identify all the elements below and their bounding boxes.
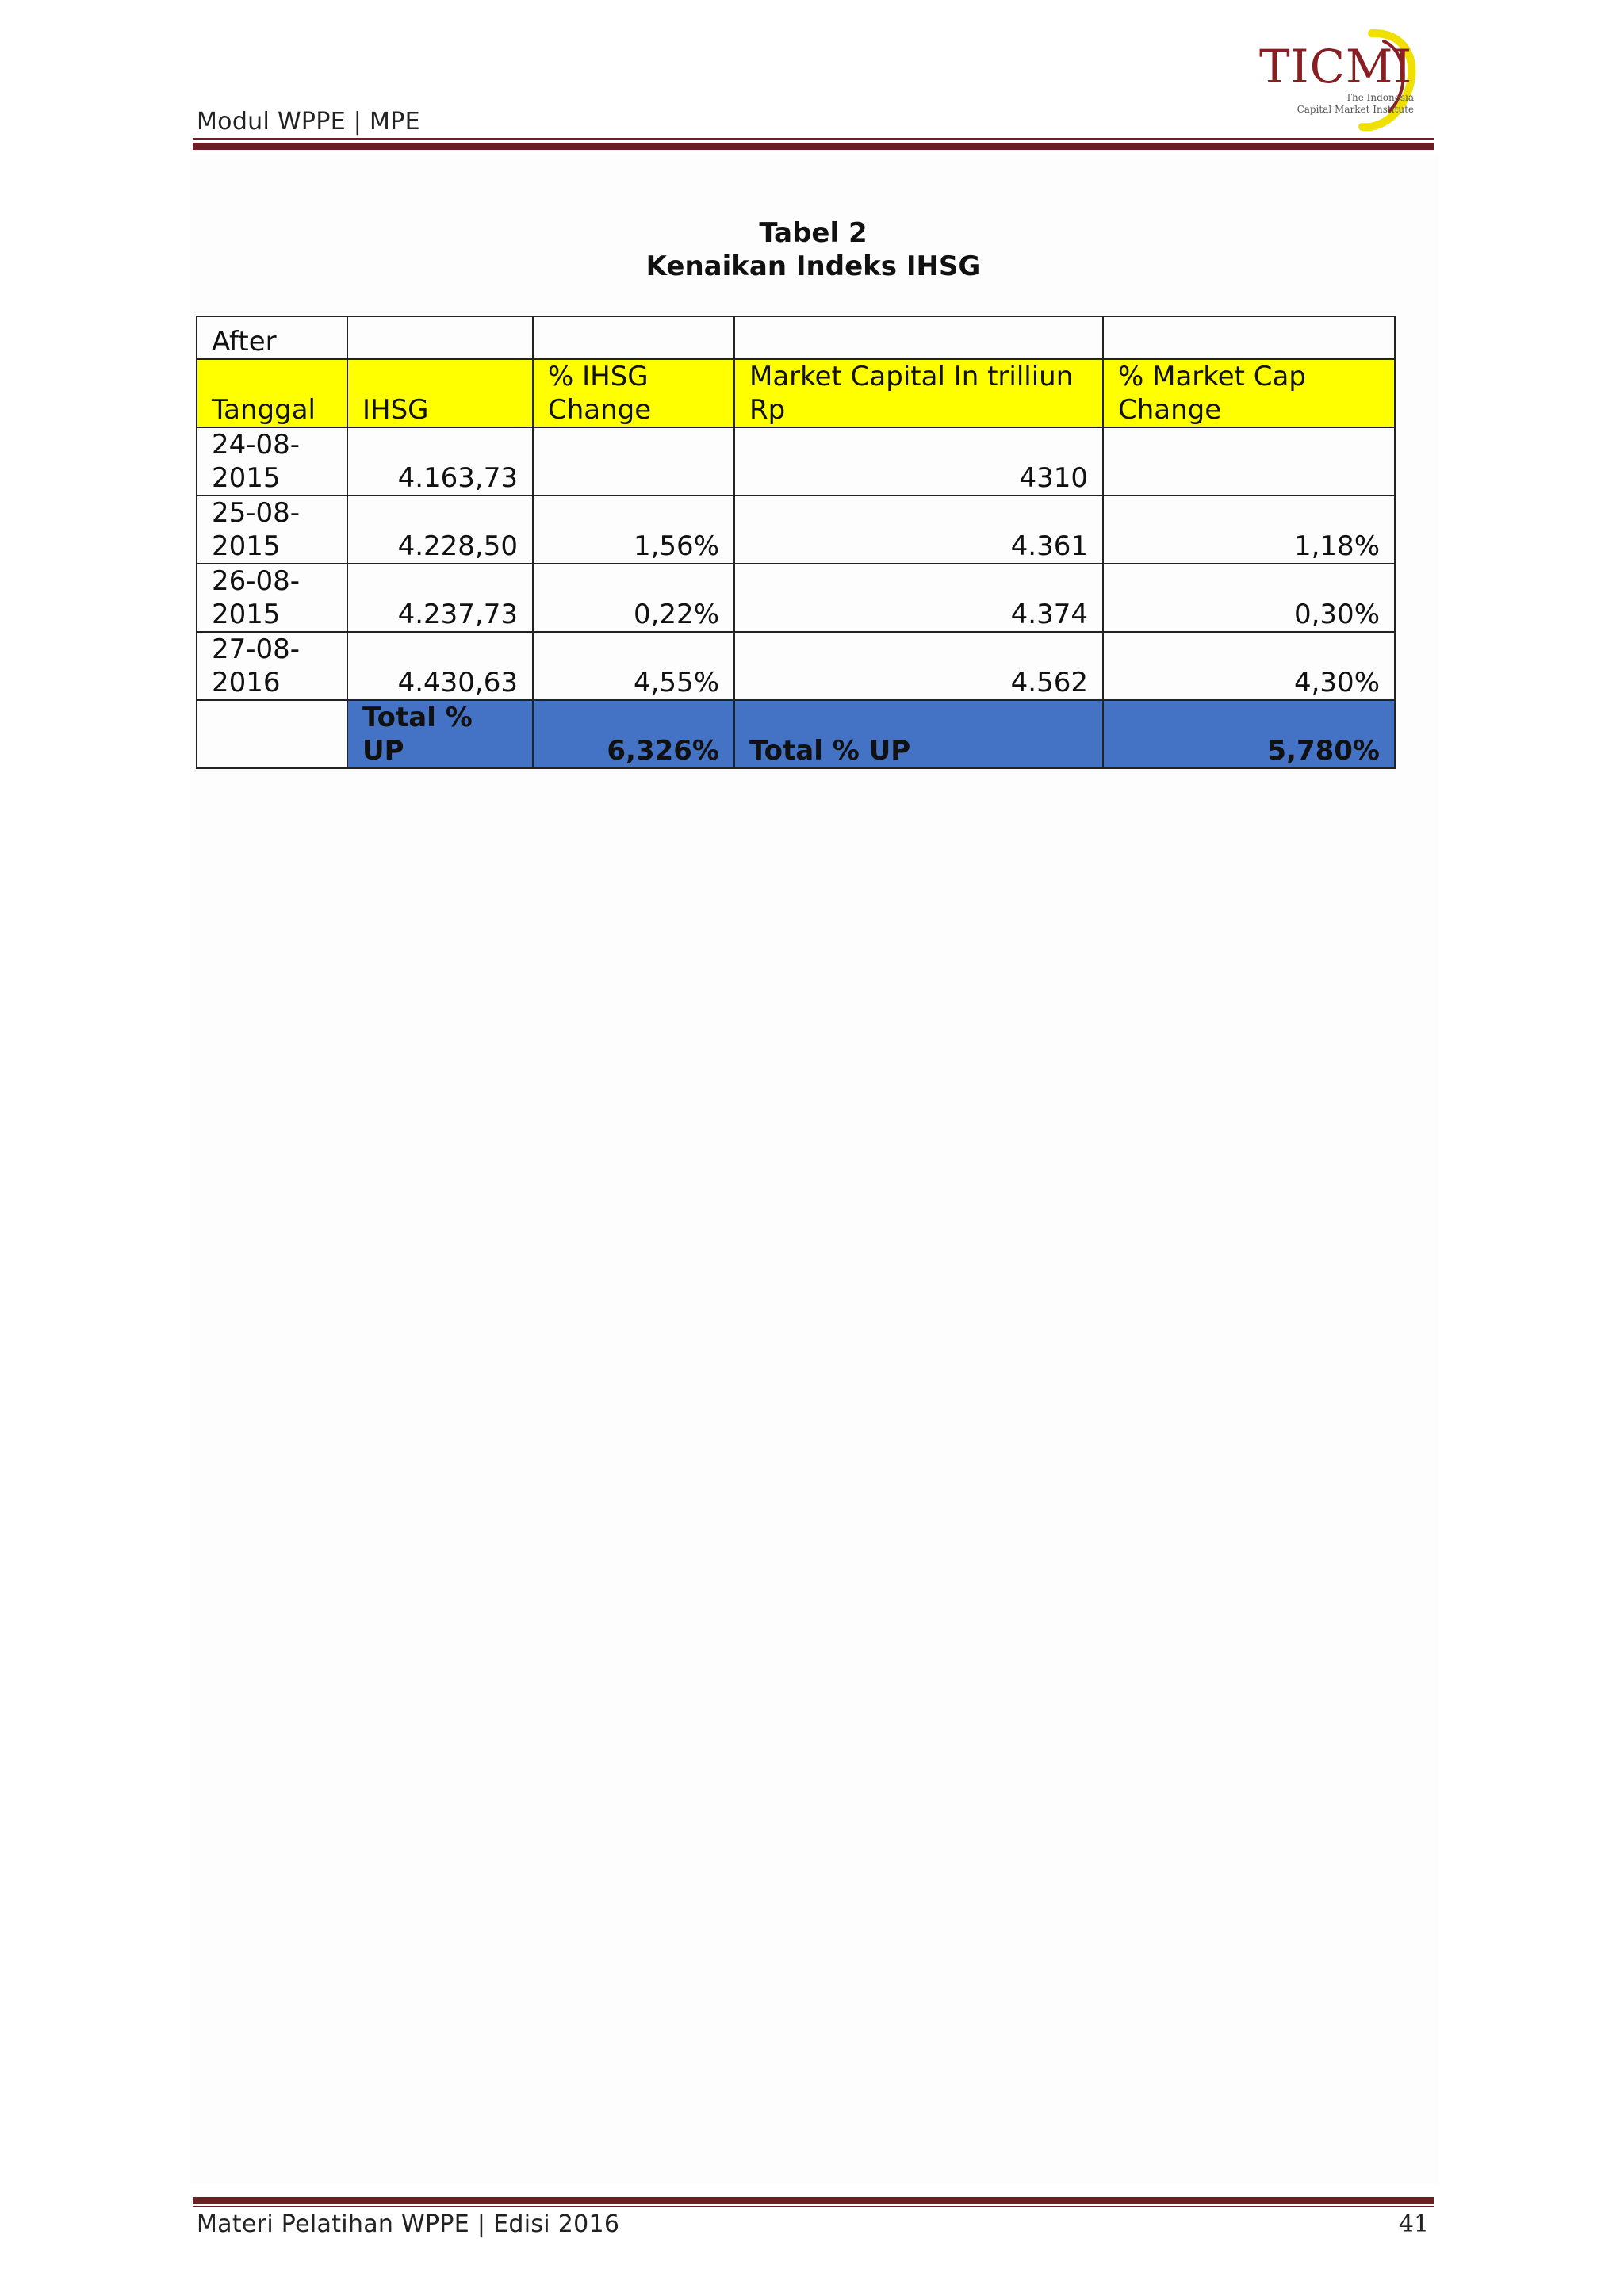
header-ihsg-change: % IHSG Change bbox=[533, 359, 734, 427]
table-row bbox=[197, 632, 1395, 700]
table-row bbox=[197, 427, 1395, 496]
header-ihsg: IHSG bbox=[347, 359, 533, 427]
cell-ihsg-change: 4,55% bbox=[533, 632, 734, 700]
cell-date: 24-08-2015 bbox=[197, 427, 347, 496]
header-rule-thin bbox=[193, 138, 1434, 140]
total-cap-label: Total % UP bbox=[734, 700, 1103, 768]
cell-ihsg: 4.163,73 bbox=[347, 427, 533, 496]
cell-date: 27-08-2016 bbox=[197, 632, 347, 700]
table-caption-title: Kenaikan Indeks IHSG bbox=[645, 251, 981, 282]
cell-market-capital: 4.562 bbox=[734, 632, 1103, 700]
cell-market-cap-change: 1,18% bbox=[1103, 496, 1395, 564]
cell-date: 26-08-2015 bbox=[197, 564, 347, 632]
cell-market-cap-change: 4,30% bbox=[1103, 632, 1395, 700]
cell-market-capital: 4.361 bbox=[734, 496, 1103, 564]
cell-market-cap-change bbox=[1103, 427, 1395, 496]
header-market-cap-change: % Market Cap Change bbox=[1103, 359, 1395, 427]
ticmi-logo bbox=[1253, 24, 1431, 135]
total-ihsg-value: 6,326% bbox=[533, 700, 734, 768]
total-ihsg-label: Total % UP bbox=[347, 700, 533, 768]
footer-rule-thin bbox=[193, 2206, 1434, 2207]
header-market-capital: Market Capital In trilliun Rp bbox=[734, 359, 1103, 427]
cell-ihsg-change: 0,22% bbox=[533, 564, 734, 632]
cell-market-cap-change: 0,30% bbox=[1103, 564, 1395, 632]
ihsg-increase-table bbox=[196, 316, 1396, 769]
cell-date: 25-08-2015 bbox=[197, 496, 347, 564]
table-total-row bbox=[197, 700, 1395, 768]
header-tanggal: Tanggal bbox=[197, 359, 347, 427]
running-header-title: Modul WPPE | MPE bbox=[197, 108, 420, 136]
cell-ihsg-change: 1,56% bbox=[533, 496, 734, 564]
logo-wordmark: TICMI bbox=[1259, 40, 1413, 94]
table-caption-number: Tabel 2 bbox=[759, 217, 868, 249]
cell-ihsg: 4.228,50 bbox=[347, 496, 533, 564]
after-label: After bbox=[197, 316, 347, 359]
logo-subtitle-line1: The Indonesia bbox=[1345, 92, 1414, 103]
cell-ihsg: 4.430,63 bbox=[347, 632, 533, 700]
logo-subtitle-line2: Capital Market Institute bbox=[1297, 104, 1414, 115]
footer-rule-thick bbox=[193, 2197, 1434, 2204]
cell-market-capital: 4310 bbox=[734, 427, 1103, 496]
table-row bbox=[197, 496, 1395, 564]
table-row bbox=[197, 564, 1395, 632]
table-row-after bbox=[197, 316, 1395, 359]
cell-ihsg: 4.237,73 bbox=[347, 564, 533, 632]
total-cap-value: 5,780% bbox=[1103, 700, 1395, 768]
table-header-row bbox=[197, 359, 1395, 427]
cell-market-capital: 4.374 bbox=[734, 564, 1103, 632]
header-rule-thick bbox=[193, 143, 1434, 150]
cell-ihsg-change bbox=[533, 427, 734, 496]
page-number: 41 bbox=[1398, 2210, 1429, 2238]
footer-text: Materi Pelatihan WPPE | Edisi 2016 bbox=[197, 2210, 620, 2238]
